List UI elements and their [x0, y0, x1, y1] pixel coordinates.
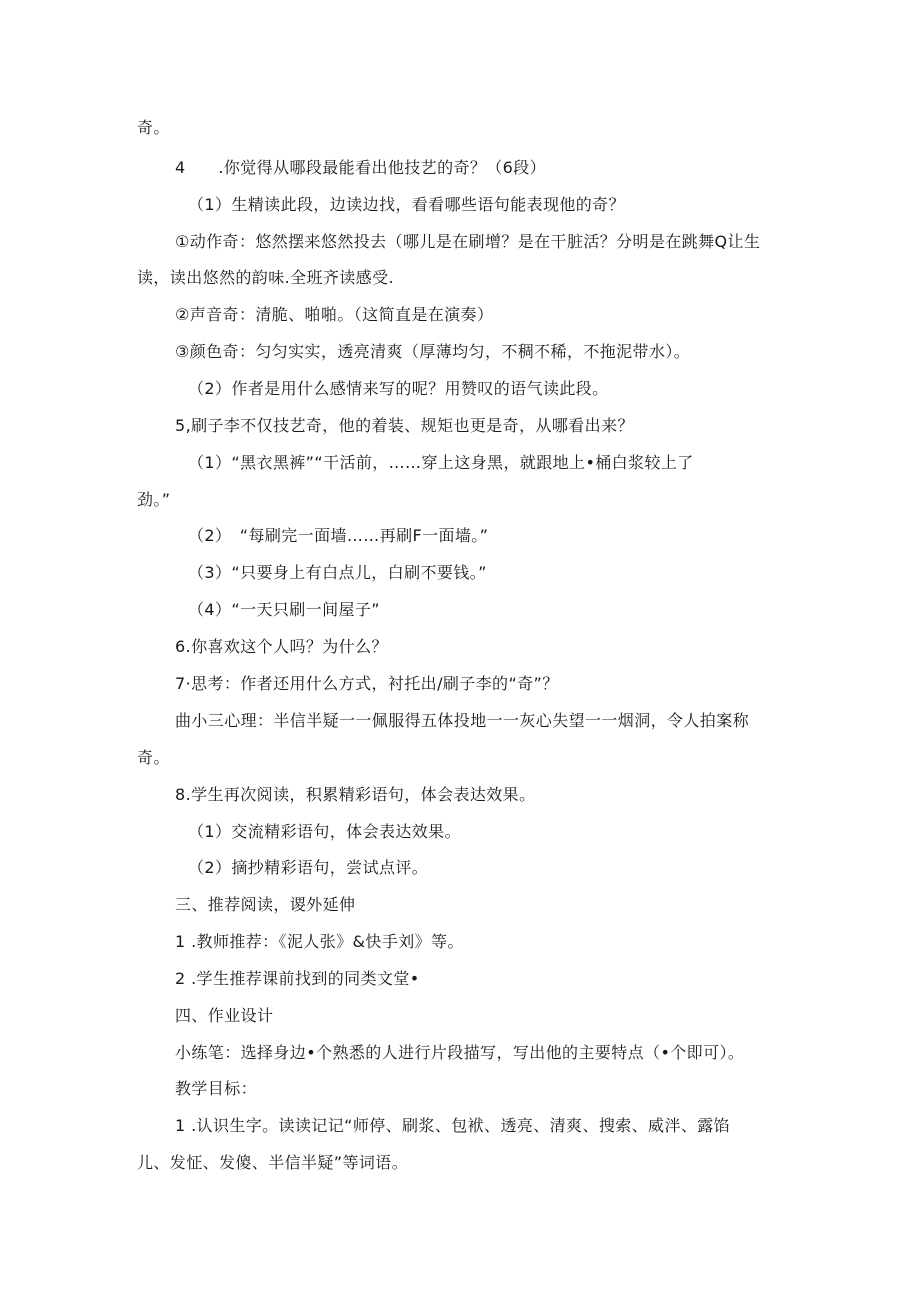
text-line: （1）交流精彩语句，体会表达效果。 [188, 822, 461, 841]
text-line: 6.你喜欢这个人吗？为什么？ [175, 637, 388, 656]
text-line: 读，读出悠然的韵味.全班齐读感受. [137, 268, 394, 287]
text-line: ③颜色奇：匀匀实实，透亮清爽（厚薄均匀，不稠不稀，不拖泥带水）。 [175, 342, 691, 361]
text-line: 5,刷子李不仅技艺奇，他的着装、规矩也更是奇，从哪看出来？ [175, 416, 634, 435]
text-line: 4 .你觉得从哪段最能看出他技艺的奇？（6段） [175, 158, 547, 177]
text-line: 2 .学生推荐课前找到的同类文堂• [175, 969, 420, 988]
text-line: （2）作者是用什么感情来写的呢？用赞叹的语气读此段。 [188, 379, 609, 398]
text-line: 1 .认识生字。读读记记“师停、刷浆、包袱、透亮、清爽、搜索、威泮、露馅 [175, 1116, 731, 1135]
text-line: ①动作奇：悠然摆来悠然投去（哪儿是在刷增？是在干脏活？分明是在跳舞Q让生 [175, 232, 761, 251]
text-line: （4）“一天只刷一间屋子” [188, 600, 380, 619]
text-line: 1 .教师推荐：《泥人张》&快手刘》等。 [175, 932, 464, 951]
text-line: 7·思考：作者还用什么方式，衬托出/刷子李的“奇”？ [175, 674, 559, 693]
text-line: 儿、发怔、发傻、半信半疑”等词语。 [137, 1153, 409, 1172]
text-line: 四、作业设计 [175, 1006, 274, 1025]
text-line: 奇。 [137, 748, 170, 767]
text-line: ②声音奇：清脆、啪啪。（这简直是在演奏） [175, 305, 494, 324]
text-line: 教学目标： [175, 1079, 258, 1098]
text-line: （2） “每刷完一面墙……再刷F一面墙。” [188, 526, 489, 545]
text-line: （3）“只要身上有白点儿，白刷不要钱。” [188, 563, 487, 582]
text-line: 三、推荐阅读，谡外延伸 [175, 895, 356, 914]
text-line: 小练笔：选择身边•个熟悉的人进行片段描写，写出他的主要特点（•个即可）。 [175, 1043, 745, 1062]
text-line: 8.学生再次阅读，积累精彩语句，体会表达效果。 [175, 785, 536, 804]
text-line: 劲。” [137, 490, 171, 509]
text-line: 奇。 [137, 118, 170, 137]
text-line: 曲小三心理：半信半疑一一佩服得五体投地一一灰心失望一一烟洞，令人拍案称 [175, 711, 750, 730]
text-line: （1）生精读此段，边读边找，看看哪些语句能表现他的奇？ [188, 195, 625, 214]
text-line: （2）摘抄精彩语句，尝试点评。 [188, 858, 429, 877]
text-line: （1）“黑衣黑裤”“干活前，……穿上这身黑，就跟地上•桶白浆较上了 [188, 453, 694, 472]
